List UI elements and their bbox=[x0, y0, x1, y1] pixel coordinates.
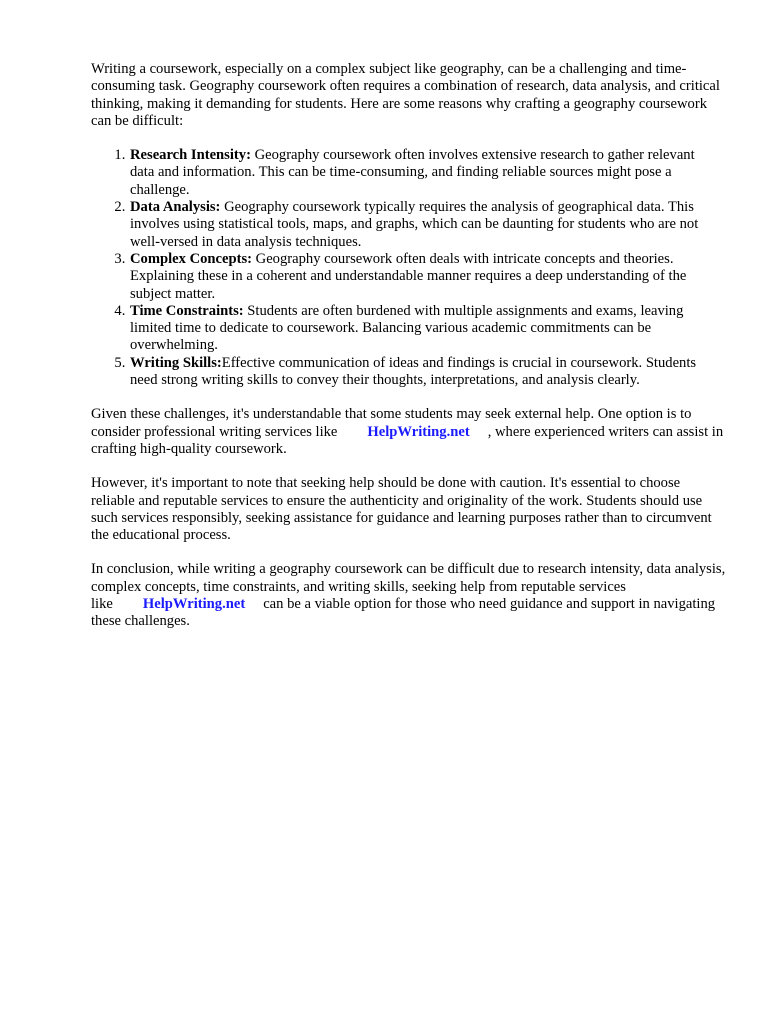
conclusion-text-before: In conclusion, while writing a geography coursework can be difficult due to research intensity, data analysis, complex concepts, time constraints, and writing skills, seeking help from reputable services like bbox=[91, 561, 726, 613]
conclusion-text-after: can be a viable option for those who need guidance and support in navigating these challenges. bbox=[91, 596, 716, 630]
reason-term: Writing Skills: bbox=[130, 354, 222, 371]
intro-paragraph: Writing a coursework, especially on a complex subject like geography, can be a challenging and time-consuming task. Geography coursework often requires a combination of research, data analysis, and critical thinking, making it demanding for students. Here are some reasons why crafting a geography coursework can be difficult: bbox=[91, 61, 720, 129]
reason-term: Research Intensity: bbox=[130, 147, 251, 164]
help-text-before: Given these challenges, it's understandable that some students may seek external help. One option is to consider professional writing services like bbox=[91, 406, 692, 440]
list-item bbox=[129, 355, 699, 390]
conclusion-paragraph bbox=[91, 561, 727, 630]
helpwriting-link[interactable]: HelpWriting.net bbox=[367, 423, 470, 440]
reason-term: Complex Concepts: bbox=[130, 250, 253, 267]
caution-paragraph: However, it's important to note that seeking help should be done with caution. It's essential to choose reliable and reputable services to ensure the authenticity and originality of the work. Students should use such services responsibly, seeking assistance for guidance and learning purposes rather than to circumvent the educational process. bbox=[91, 475, 712, 544]
reason-text: Geography coursework typically requires the analysis of geographical data. This involves using statistical tools, maps, and graphs, which can be daunting for students who are not well-versed in data analysis techniques. bbox=[130, 199, 699, 250]
reason-term: Time Constraints: bbox=[130, 302, 244, 319]
list-item bbox=[129, 251, 699, 303]
list-item bbox=[129, 147, 699, 199]
reason-text: Geography coursework often involves extensive research to gather relevant data and information. This can be time-consuming, and finding reliable sources might pose a challenge. bbox=[130, 147, 695, 198]
reason-text: Geography coursework often deals with intricate concepts and theories. Explaining these in a coherent and understandable manner requires a deep understanding of the subject matter. bbox=[130, 250, 687, 302]
help-text-after: , where experienced writers can assist in crafting high-quality coursework. bbox=[91, 423, 724, 457]
list-item bbox=[129, 303, 699, 355]
helpwriting-link[interactable]: HelpWriting.net bbox=[142, 596, 246, 613]
reason-text: Students are often burdened with multiple assignments and exams, leaving limited time to dedicate to coursework. Balancing various academic commitments can be overwhelming. bbox=[130, 302, 684, 354]
reason-term: Data Analysis: bbox=[130, 199, 221, 216]
help-paragraph bbox=[91, 406, 727, 458]
reason-text: Effective communication of ideas and findings is crucial in coursework. Students need strong writing skills to convey their thoughts, interpretations, and analysis clearly. bbox=[130, 354, 697, 389]
list-item bbox=[129, 199, 699, 251]
reasons-list bbox=[91, 147, 727, 389]
document-body bbox=[91, 61, 727, 648]
